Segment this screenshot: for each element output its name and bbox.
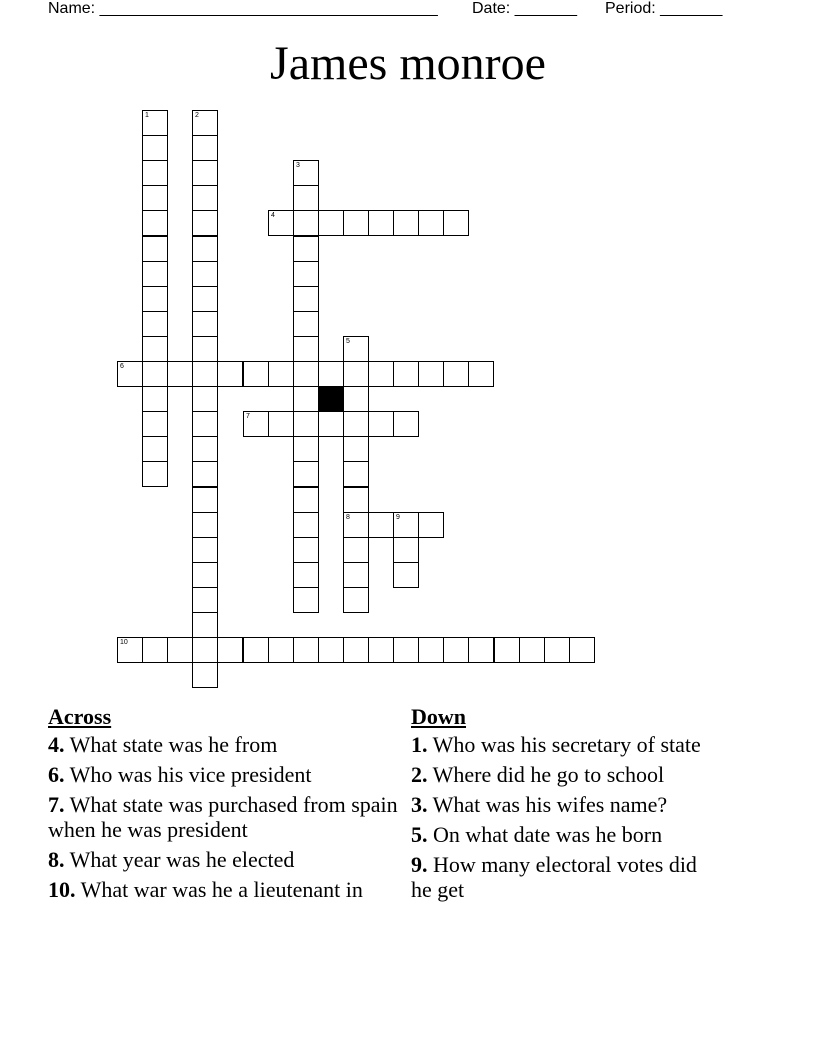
clue-text: What state was purchased from spain when he was president	[48, 792, 398, 842]
clue-across-10	[48, 877, 404, 902]
crossword-cell[interactable]	[192, 160, 218, 186]
crossword-cell[interactable]	[293, 512, 319, 538]
clue-number: 8.	[48, 847, 65, 872]
clue-number: 7.	[48, 792, 65, 817]
clue-down-1	[411, 732, 721, 757]
crossword-cell[interactable]	[243, 411, 269, 437]
crossword-cell[interactable]	[192, 236, 218, 262]
crossword-cell[interactable]	[192, 336, 218, 362]
crossword-cell[interactable]	[142, 210, 168, 236]
clue-text: What war was he a lieutenant in	[75, 877, 363, 902]
crossword-cell[interactable]	[343, 386, 369, 412]
crossword-cell[interactable]	[443, 637, 469, 663]
clue-number: 2.	[411, 762, 428, 787]
crossword-cell[interactable]	[142, 261, 168, 287]
crossword-cell[interactable]	[343, 487, 369, 513]
crossword-cell[interactable]	[343, 336, 369, 362]
crossword-cell[interactable]	[293, 311, 319, 337]
crossword-cell[interactable]	[293, 236, 319, 262]
period-field[interactable]: Period: _______	[605, 0, 723, 17]
crossword-cell[interactable]	[192, 411, 218, 437]
crossword-cell[interactable]	[343, 587, 369, 613]
clue-number: 10.	[48, 877, 76, 902]
crossword-cell[interactable]	[268, 637, 294, 663]
crossword-cell[interactable]	[393, 411, 419, 437]
clue-number: 1.	[411, 732, 428, 757]
crossword-cell[interactable]	[293, 386, 319, 412]
crossword-cell[interactable]	[293, 261, 319, 287]
crossword-cell[interactable]	[343, 411, 369, 437]
clue-number-label: 9	[396, 514, 400, 521]
crossword-cell[interactable]	[192, 662, 218, 688]
name-field[interactable]: Name: ______________________________________	[48, 0, 438, 17]
clue-number-label: 4	[271, 212, 275, 219]
clue-down-2	[411, 762, 721, 787]
crossword-cell[interactable]	[368, 210, 394, 236]
clue-number-label: 10	[120, 639, 128, 646]
clue-text: Where did he go to school	[427, 762, 665, 787]
crossword-cell[interactable]	[167, 361, 193, 387]
crossword-cell[interactable]	[293, 436, 319, 462]
crossword-cell[interactable]	[142, 135, 168, 161]
clue-number-label: 6	[120, 363, 124, 370]
crossword-cell[interactable]	[192, 286, 218, 312]
crossword-cell[interactable]	[293, 286, 319, 312]
crossword-cell[interactable]	[368, 411, 394, 437]
crossword-cell[interactable]	[293, 160, 319, 186]
crossword-cell[interactable]	[142, 236, 168, 262]
clue-number-label: 1	[145, 112, 149, 119]
crossword-cell[interactable]	[192, 361, 218, 387]
crossword-cell[interactable]	[293, 185, 319, 211]
crossword-cell[interactable]	[192, 487, 218, 513]
crossword-cell[interactable]	[343, 436, 369, 462]
crossword-cell[interactable]	[293, 487, 319, 513]
crossword-cell[interactable]	[468, 361, 494, 387]
crossword-cell[interactable]	[192, 110, 218, 136]
crossword-cell[interactable]	[192, 562, 218, 588]
crossword-cell[interactable]	[318, 361, 344, 387]
crossword-cell[interactable]	[192, 587, 218, 613]
clue-number: 5.	[411, 822, 428, 847]
clue-text: What year was he elected	[64, 847, 295, 872]
crossword-cell[interactable]	[293, 587, 319, 613]
crossword-cell[interactable]	[192, 261, 218, 287]
clue-down-5	[411, 822, 721, 847]
crossword-cell[interactable]	[443, 361, 469, 387]
crossword-cell[interactable]	[192, 461, 218, 487]
crossword-cell[interactable]	[217, 637, 243, 663]
crossword-cell[interactable]	[192, 612, 218, 638]
crossword-cell[interactable]	[368, 637, 394, 663]
across-heading: Across	[48, 704, 112, 729]
crossword-cell[interactable]	[142, 185, 168, 211]
crossword-cell[interactable]	[293, 361, 319, 387]
crossword-cell[interactable]	[494, 637, 520, 663]
crossword-cell[interactable]	[268, 210, 294, 236]
crossword-cell[interactable]	[393, 210, 419, 236]
crossword-cell[interactable]	[519, 637, 545, 663]
clue-across-8	[48, 847, 404, 872]
crossword-cell[interactable]	[343, 637, 369, 663]
across-clues	[48, 704, 404, 907]
clue-number: 3.	[411, 792, 428, 817]
crossword-cell[interactable]	[393, 637, 419, 663]
crossword-cell[interactable]	[393, 361, 419, 387]
crossword-cell[interactable]	[343, 461, 369, 487]
crossword-cell[interactable]	[293, 461, 319, 487]
crossword-cell[interactable]	[142, 411, 168, 437]
crossword-cell[interactable]	[343, 210, 369, 236]
crossword-cell[interactable]	[192, 637, 218, 663]
clue-number-label: 2	[195, 112, 199, 119]
crossword-cell[interactable]	[293, 637, 319, 663]
clue-text: How many electoral votes did he get	[411, 852, 697, 902]
clue-across-7	[48, 792, 404, 842]
clue-number: 4.	[48, 732, 65, 757]
crossword-cell[interactable]	[192, 512, 218, 538]
clue-text: Who was his vice president	[64, 762, 312, 787]
clue-number-label: 3	[296, 162, 300, 169]
clue-number-label: 7	[246, 413, 250, 420]
crossword-cell[interactable]	[192, 537, 218, 563]
crossword-cell[interactable]	[142, 361, 168, 387]
crossword-cell[interactable]	[192, 135, 218, 161]
crossword-cell[interactable]	[318, 210, 344, 236]
crossword-cell[interactable]	[243, 361, 269, 387]
clue-text: What was his wifes name?	[427, 792, 668, 817]
crossword-cell[interactable]	[393, 537, 419, 563]
clue-number: 6.	[48, 762, 65, 787]
crossword-cell[interactable]	[142, 311, 168, 337]
clue-across-4	[48, 732, 404, 757]
crossword-cell[interactable]	[293, 210, 319, 236]
clue-number: 9.	[411, 852, 428, 877]
page-title: James monroe	[270, 37, 546, 90]
crossword-cell[interactable]	[318, 637, 344, 663]
crossword-cell[interactable]	[368, 361, 394, 387]
date-field[interactable]: Date: _______	[472, 0, 577, 17]
crossword-cell[interactable]	[468, 637, 494, 663]
crossword-cell[interactable]	[293, 562, 319, 588]
crossword-cell[interactable]	[243, 637, 269, 663]
crossword-cell[interactable]	[293, 537, 319, 563]
crossword-cell[interactable]	[293, 411, 319, 437]
crossword-cell[interactable]	[443, 210, 469, 236]
crossword-cell[interactable]	[192, 210, 218, 236]
crossword-cell[interactable]	[393, 512, 419, 538]
crossword-cell[interactable]	[343, 361, 369, 387]
crossword-cell[interactable]	[217, 361, 243, 387]
crossword-cell[interactable]	[343, 512, 369, 538]
crossword-cell[interactable]	[192, 185, 218, 211]
down-clues	[411, 704, 721, 907]
crossword-cell[interactable]	[544, 637, 570, 663]
crossword-cell[interactable]	[142, 286, 168, 312]
crossword-cell[interactable]	[142, 436, 168, 462]
crossword-cell[interactable]	[192, 386, 218, 412]
clue-down-3	[411, 792, 721, 817]
crossword-cell[interactable]	[117, 637, 143, 663]
crossword-cell[interactable]	[142, 110, 168, 136]
crossword-cell[interactable]	[318, 411, 344, 437]
clue-text: What state was he from	[64, 732, 278, 757]
crossword-cell[interactable]	[142, 336, 168, 362]
crossword-cell[interactable]	[418, 512, 444, 538]
clue-text: Who was his secretary of state	[427, 732, 701, 757]
crossword-cell[interactable]	[418, 361, 444, 387]
clue-across-6	[48, 762, 404, 787]
clue-number-label: 5	[346, 338, 350, 345]
crossword-cell[interactable]	[418, 637, 444, 663]
crossword-cell[interactable]	[142, 461, 168, 487]
crossword-cell[interactable]	[192, 311, 218, 337]
clue-text: On what date was he born	[427, 822, 663, 847]
crossword-cell[interactable]	[343, 562, 369, 588]
clue-number-label: 8	[346, 514, 350, 521]
crossword-cell[interactable]	[418, 210, 444, 236]
black-cell	[318, 386, 344, 412]
clue-down-9	[411, 852, 721, 902]
crossword-cell[interactable]	[192, 436, 218, 462]
crossword-cell[interactable]	[167, 637, 193, 663]
crossword-cell[interactable]	[368, 512, 394, 538]
crossword-cell[interactable]	[268, 411, 294, 437]
crossword-cell[interactable]	[293, 336, 319, 362]
crossword-cell[interactable]	[268, 361, 294, 387]
crossword-cell[interactable]	[117, 361, 143, 387]
crossword-cell[interactable]	[569, 637, 595, 663]
crossword-cell[interactable]	[393, 562, 419, 588]
crossword-cell[interactable]	[142, 160, 168, 186]
crossword-cell[interactable]	[142, 637, 168, 663]
crossword-cell[interactable]	[343, 537, 369, 563]
crossword-cell[interactable]	[142, 386, 168, 412]
down-heading: Down	[411, 704, 467, 729]
